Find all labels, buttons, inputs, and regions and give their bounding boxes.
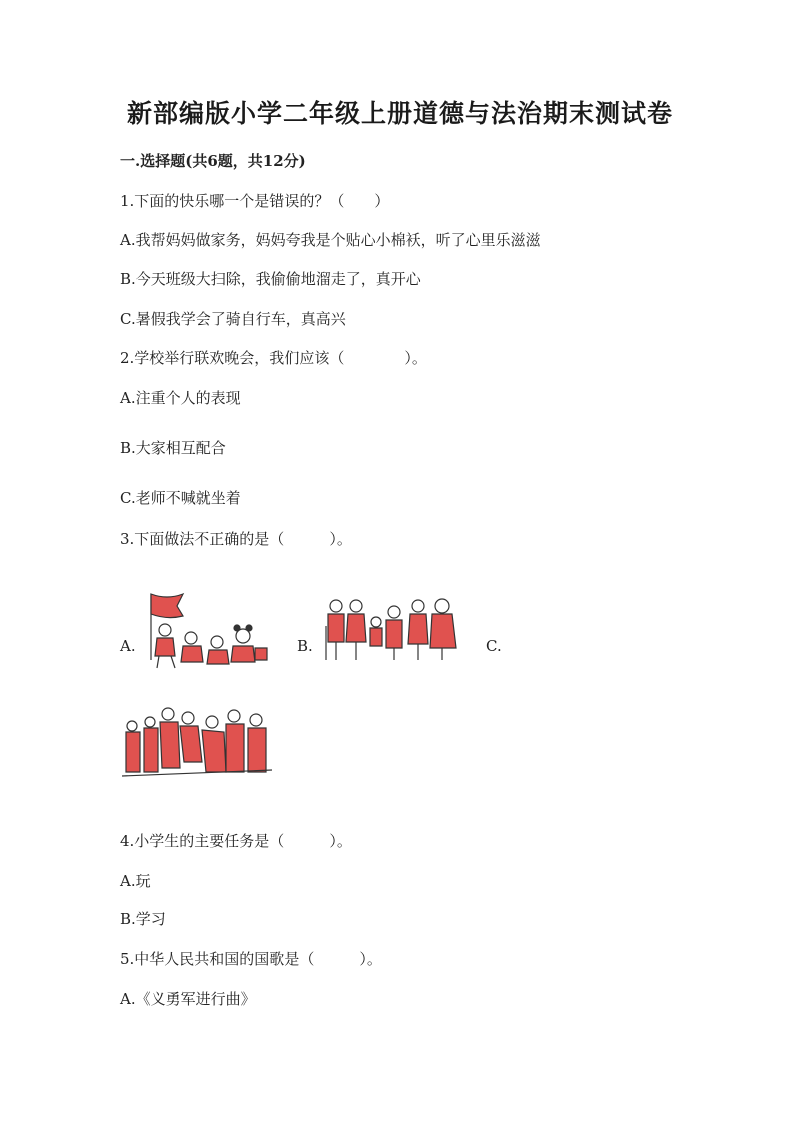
question-3-stem: 3.下面做法不正确的是（ ）。	[120, 530, 352, 548]
question-4-option-b: B.学习	[120, 910, 166, 928]
question-2-option-c: C.老师不喊就坐着	[120, 489, 241, 507]
question-3-option-a-label: A.	[120, 637, 136, 655]
question-1-option-c: C.暑假我学会了骑自行车，真高兴	[120, 310, 346, 328]
question-4-option-a: A.玩	[120, 872, 151, 890]
page-title: 新部编版小学二年级上册道德与法治期末测试卷	[126, 99, 673, 128]
question-5-option-a: A.《义勇军进行曲》	[120, 990, 256, 1008]
question-1-option-b: B.今天班级大扫除，我偷偷地溜走了，真开心	[120, 270, 421, 288]
question-2-option-a: A.注重个人的表现	[120, 389, 241, 407]
crowd-pushing-in-line-illustration	[122, 702, 272, 780]
children-marching-with-flag-illustration	[143, 590, 273, 672]
question-1-stem: 1.下面的快乐哪一个是错误的？（ ）	[120, 192, 390, 210]
family-walking-together-illustration	[322, 596, 462, 664]
question-5-stem: 5.中华人民共和国的国歌是（ ）。	[120, 950, 382, 968]
question-2-stem: 2.学校举行联欢晚会，我们应该（ ）。	[120, 349, 427, 367]
section-heading: 一.选择题(共6题，共12分)	[120, 152, 306, 170]
question-1-option-a: A.我帮妈妈做家务，妈妈夸我是个贴心小棉袄，听了心里乐滋滋	[120, 231, 541, 249]
question-2-option-b: B.大家相互配合	[120, 439, 226, 457]
question-3-option-b-label: B.	[297, 637, 313, 655]
question-3-option-c-label: C.	[486, 637, 502, 655]
question-4-stem: 4.小学生的主要任务是（ ）。	[120, 832, 352, 850]
